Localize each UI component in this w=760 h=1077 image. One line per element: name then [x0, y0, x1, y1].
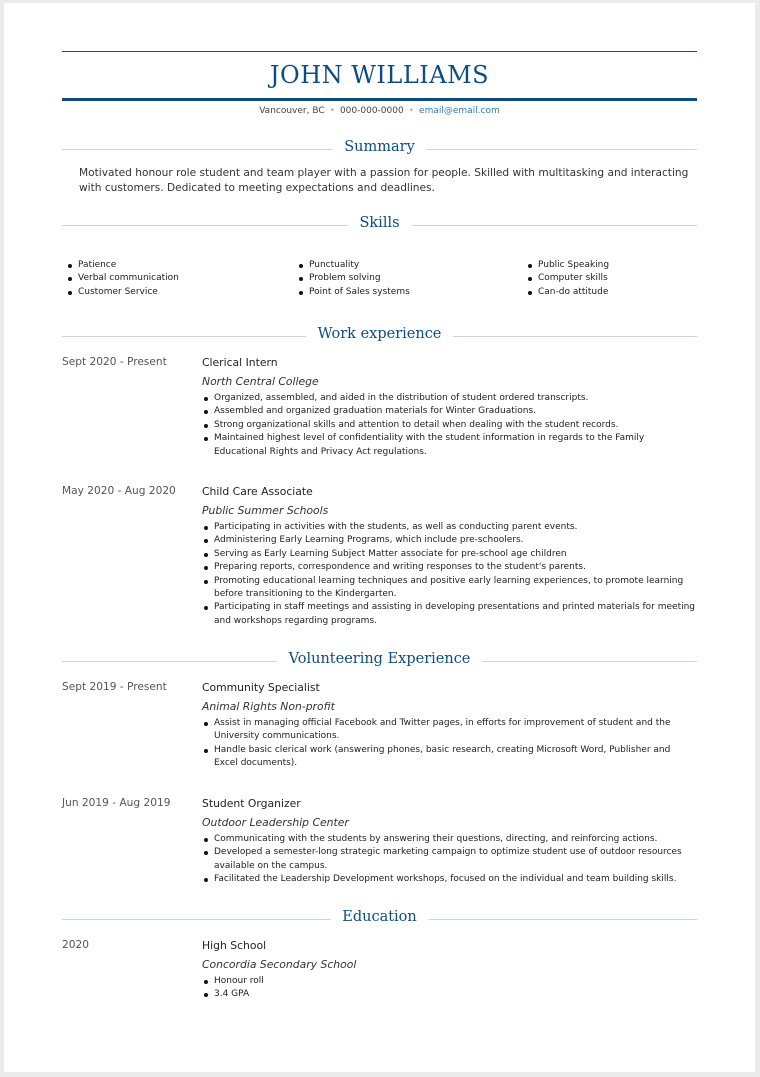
- contact-email-link[interactable]: email@email.com: [419, 106, 500, 116]
- entry-body: [202, 797, 697, 887]
- entry-body: [202, 939, 697, 1002]
- resume-page: [4, 3, 755, 1072]
- header-name-rule: [62, 98, 697, 101]
- entry-date: 2020: [62, 939, 89, 951]
- skills-column-2: [297, 259, 517, 299]
- entry-body: [202, 681, 697, 771]
- skills-column-1: [66, 259, 286, 299]
- entry-bullets: [202, 975, 697, 1002]
- entry-bullets: [202, 717, 697, 771]
- entry-date: Sept 2020 - Present: [62, 356, 167, 368]
- section-title-education: Education: [330, 909, 429, 925]
- entry-role: High School: [202, 939, 267, 952]
- bullet-item: Participating in activities with the students, as well as conducting parent events.: [202, 521, 697, 534]
- bullet-item: 3.4 GPA: [202, 988, 697, 1001]
- bullet-item: Maintained highest level of confidentiality with the student information in regards to the Family Educational Rights and Privacy Act regulations.: [202, 432, 697, 459]
- section-title-skills: Skills: [347, 215, 411, 231]
- summary-text: Motivated honour role student and team player with a passion for people. Skilled with multitasking and interacting with customers. Dedicated to meeting expectations and deadlines.: [79, 167, 689, 194]
- skill-item: Public Speaking: [526, 259, 746, 272]
- skill-item: Computer skills: [526, 272, 746, 285]
- section-header-summary: [62, 139, 697, 159]
- entry-bullets: [202, 833, 697, 887]
- bullet-item: Assist in managing official Facebook and Twitter pages, in efforts for improvement of student and the University communications.: [202, 717, 697, 744]
- bullet-item: Organized, assembled, and aided in the distribution of student ordered transcripts.: [202, 392, 697, 405]
- skill-item: Point of Sales systems: [297, 286, 517, 299]
- section-title-summary: Summary: [332, 139, 427, 155]
- entry-date: May 2020 - Aug 2020: [62, 485, 176, 497]
- entry-organization: North Central College: [202, 375, 319, 388]
- contact-location: Vancouver, BC: [259, 106, 325, 116]
- entry-bullets: [202, 392, 697, 459]
- header-top-rule: [62, 51, 697, 52]
- entry-body: [202, 356, 697, 459]
- skill-item: Patience: [66, 259, 286, 272]
- entry-organization: Public Summer Schools: [202, 504, 329, 517]
- bullet-item: Communicating with the students by answering their questions, directing, and reinforcing actions.: [202, 833, 697, 846]
- entry-organization: Concordia Secondary School: [202, 958, 357, 971]
- bullet-item: Assembled and organized graduation materials for Winter Graduations.: [202, 405, 697, 418]
- section-header-volunteer: [62, 651, 697, 671]
- bullet-item: Developed a semester-long strategic marketing campaign to optimize student use of outdoor resources available on the campus.: [202, 846, 697, 873]
- entry-role: Community Specialist: [202, 681, 320, 694]
- entry-role: Child Care Associate: [202, 485, 313, 498]
- section-title-work: Work experience: [306, 326, 454, 342]
- contact-phone: 000-000-0000: [339, 106, 404, 116]
- skill-item: Problem solving: [297, 272, 517, 285]
- bullet-item: Promoting educational learning techniques and positive early learning experiences, to promote learning before transitioning to the Kindergarten.: [202, 575, 697, 602]
- bullet-item: Strong organizational skills and attention to detail when dealing with the student records.: [202, 419, 697, 432]
- entry-organization: Outdoor Leadership Center: [202, 816, 349, 829]
- entry-role: Clerical Intern: [202, 356, 278, 369]
- entry-bullets: [202, 521, 697, 628]
- candidate-name: JOHN WILLIAMS: [269, 61, 490, 89]
- entry-organization: Animal Rights Non-profit: [202, 700, 335, 713]
- bullet-item: Preparing reports, correspondence and writing responses to the student's parents.: [202, 561, 697, 574]
- bullet-item: Serving as Early Learning Subject Matter associate for pre-school age children: [202, 548, 697, 561]
- bullet-item: Facilitated the Leadership Development workshops, focused on the individual and team building skills.: [202, 873, 697, 886]
- section-header-work: [62, 326, 697, 346]
- skill-item: Punctuality: [297, 259, 517, 272]
- contact-line: [62, 106, 697, 116]
- section-title-volunteer: Volunteering Experience: [277, 651, 483, 667]
- bullet-item: Participating in staff meetings and assisting in developing presentations and printed materials for meeting and workshops regarding programs.: [202, 601, 697, 628]
- bullet-item: Honour roll: [202, 975, 697, 988]
- bullet-item: Administering Early Learning Programs, which include pre-schoolers.: [202, 534, 697, 547]
- entry-body: [202, 485, 697, 628]
- bullet-item: Handle basic clerical work (answering phones, basic research, creating Microsoft Word, Publisher and Excel documents).: [202, 744, 697, 771]
- skills-column-3: [526, 259, 746, 299]
- skill-item: Verbal communication: [66, 272, 286, 285]
- skill-item: Customer Service: [66, 286, 286, 299]
- section-header-skills: [62, 215, 697, 235]
- entry-date: Jun 2019 - Aug 2019: [62, 797, 171, 809]
- contact-separator: •: [329, 106, 335, 116]
- contact-separator: •: [408, 106, 415, 116]
- skill-item: Can-do attitude: [526, 286, 746, 299]
- entry-role: Student Organizer: [202, 797, 301, 810]
- entry-date: Sept 2019 - Present: [62, 681, 167, 693]
- section-header-education: [62, 909, 697, 929]
